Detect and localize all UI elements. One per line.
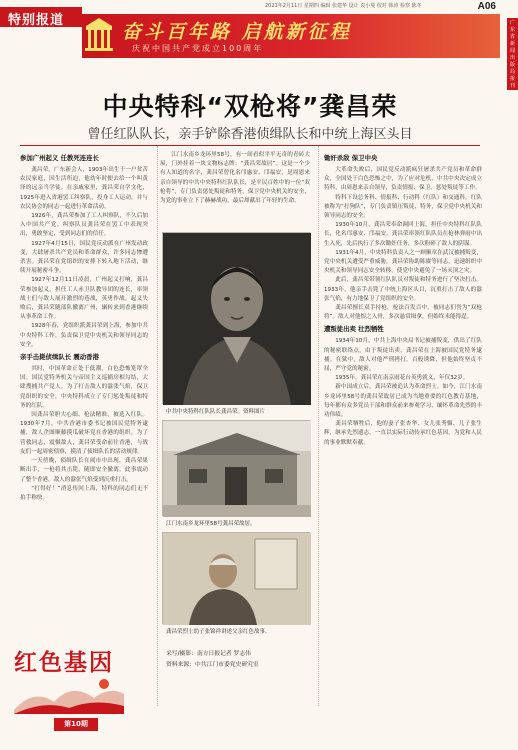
reporter-credit: 采写/摄影：南方日报记者 罗志伟 (166, 651, 251, 657)
body-paragraph: 1927年12月11日凌晨，广州起义打响，龚昌荣参加起义，担任工人赤卫队教导团的连长，率领战士们与敌人展开激烈的巷战，英勇作战。起义失败后，龚昌荣随部队撤离广州，辗转来到香港继续从事革命工作。 (20, 277, 148, 321)
article-headline: 中央特科“双枪将”龚昌荣 (102, 92, 398, 121)
series-issue-number: 第10期 (54, 718, 98, 731)
son-caption: 龚昌荣烈士幼子张锦祥讲述父亲红色故事。 (166, 629, 271, 635)
body-paragraph: 1935年，龚昌荣在南京雨花台英勇就义，年仅32岁。 (335, 375, 469, 382)
banner-subtitle: 庆祝中国共产党成立100周年 (132, 44, 264, 53)
banner-badge: 广东省新闻出版局报刊 (507, 18, 518, 90)
body-paragraph: 龚昌荣擅长双手持枪，枪法百发百中，被同志们誉为“双枪将”。敌人对他恨之入骨，多次悬赏缉拿，但始终未能得逞。 (324, 305, 482, 321)
body-paragraph: 1926年，龚昌荣参加了工人纠察队，不久后加入中国共产党。纠察队员龚昌荣在罢工中表现突出，勇敢坚定，受到同志们的信任。 (20, 213, 148, 238)
article-subhead: 曾任红队队长，亲手铲除香港侦缉队长和中统上海区头目 (87, 127, 413, 142)
great-hall-icon (84, 16, 114, 56)
portrait-caption: 中共中央特科红队队长龚昌荣。资料图片 (166, 409, 266, 415)
residence-caption: 江门水南乡龙环里58号龚昌荣故居。 (166, 521, 256, 527)
son-interview-photo (162, 532, 310, 624)
body-paragraph: 龚昌荣，广东新会人，1903年出生于一户贫苦农民家庭，因生活所迫，他幼年时便去给一个叫黄泽的远亲当学徒。在亲戚家里，龚昌荣自学文化，1925年进入省港罢工纠察队，投身工人运动，并与农民协会的同志一起进行革命活动。 (20, 167, 148, 210)
section-heading: 参加广州起义 任教死连连长 (20, 154, 99, 162)
body-paragraph: 新中国成立后，龚昌荣被追认为革命烈士。如今，江门水南乡龙环里58号的龚昌荣故居已成为当地重要的红色教育基地，每年都有众多党员干部和群众前来参观学习，缅怀革命先烈的丰功伟绩。 (324, 384, 482, 419)
body-paragraph: 1928年春，党组织派龚昌荣到上海，参加中共中央特科工作，负责保卫党中央机关和领导同志的安全。 (20, 323, 148, 348)
section-tag-label: 特别报道 (8, 13, 65, 28)
article-column-left (20, 151, 148, 631)
body-paragraph: 1934年10月，中共上海中央局书记被捕叛变，供出了红队的秘密联络点。由于叛徒出卖，龚昌荣在上海被国民党特务逮捕。在狱中，敌人对他严刑拷打，百般诱降，但他始终坚贞不屈，严守党的秘密。 (324, 338, 482, 373)
page-number: A06 (477, 1, 496, 12)
body-paragraph: 此后，龚昌荣带领红队队员对叛徒和特务进行了坚决打击。1933年，他亲手击毙了中统上海区头目，沉重打击了敌人的嚣张气焰，有力地保卫了党组织的安全。 (324, 277, 482, 302)
body-paragraph: 1927年4月15日，国民党反动派在广州发动政变，大肆屠杀共产党员和革命群众，许多同志惨遭杀害。龚昌荣在党组织的安排下转入地下活动，继续开展秘密斗争。 (20, 240, 148, 275)
body-paragraph: 龚昌荣牺牲后，他的妻子张杏华、女儿张秀媚、儿子张生辉，继承先烈遗志，一直以实际行动传承红色基因，为党和人民的事业默默奉献。 (324, 421, 482, 446)
article-lead-paragraph (160, 151, 310, 227)
headline-divider (20, 145, 480, 146)
body-paragraph: “打得好！”消息传回上海，特科的同志们无不拍手称快。 (20, 485, 148, 501)
body-paragraph: 江门水南乡龙环里58号，有一间看似平平无奇的青砖大屋，门外挂着一块文物标志牌：“龚昌荣故居”。这是一个少有人知道的名字，龚昌荣曾化名邝惠安、邝福安，是周恩来亲自领导的中共中央特科红队队长，是平民百姓中的一位“双枪将”，专门负责惩处叛徒和特务，保卫党中央机关的安全，为党的事业立下了赫赫战功，最后却献出了年轻的生命。 (160, 152, 310, 205)
former-residence-photo (162, 420, 310, 516)
body-paragraph: 1930年10月，龚昌荣奉命调回上海，担任中央特科红队队长，化名邝惠安、邝福安。龚昌荣率领红队队员在枪林弹雨中出生入死，先后执行了多次锄奸任务，多次粉碎了敌人的阴谋。 (324, 222, 482, 247)
banner-title: 奋斗百年路 启航新征程 (122, 21, 352, 43)
portrait-photo (162, 232, 310, 404)
body-paragraph: 一天傍晚，侦缉队长在闹市中出现，龚昌荣果断出手，一枪将其击毙，随即安全撤离。此事震动了整个香港，敌人的嚣张气焰受到沉重打击。 (20, 458, 148, 483)
body-paragraph: 大革命失败后，国民党反动派疯狂屠杀共产党员和革命群众，全国处于白色恐怖之中，为了应对危机，中共中央决定成立特科，由周恩来亲自领导，负责情报、保卫、惩处叛徒等工作。 (324, 167, 482, 192)
masthead-info-line: 2021年2月11日 星期四 编辑 张建华 设计 袁小曼 校对 韩涛 检察 陈冬 (265, 3, 422, 9)
section-heading: 锄奸杀敌 保卫中央 (324, 154, 378, 162)
house-scene (163, 421, 311, 517)
body-paragraph: 因龚昌荣胆大心细、枪法精准，被选入红队。1930年7月，中共香港市委书记被国民党特务逮捕，敌人企图顺藤摸瓜破坏党在香港的组织。为了营救同志、震慑敌人，龚昌荣受命前往香港，与战友们一起周密侦察，摸清了侦缉队长的活动规律。 (20, 412, 148, 455)
body-paragraph: 1931年4月，中央特科负责人之一顾顺章在武汉被捕叛变，党中央机关遭受严重威胁。龚昌荣协助陈赓等同志，迅速组织中央机关和领导同志安全转移，使党中央避免了一场灭顶之灾。 (324, 249, 482, 275)
body-paragraph: 其时，中国革命正处于低潮，白色恐怖笼罩全国。国民党特务机关与帝国主义巡捕房相勾结，大肆搜捕共产党人。为了打击敌人的嚣张气焰，保卫党组织的安全，中央特科成立了专门惩处叛徒和特务的红队。 (20, 366, 148, 409)
body-paragraph: 特科下设总务科、情报科、行动科（红队）和交通科。红队被称为“打狗队”，专门负责镇压叛徒、特务，保卫党中央机关和领导同志的安全。 (324, 194, 482, 220)
column-divider (157, 146, 161, 706)
article-column-right (324, 151, 482, 711)
series-title: 红色基因 (14, 649, 114, 676)
portrait-figure (163, 233, 311, 405)
section-heading: 遭叛徒出卖 壮烈牺牲 (324, 325, 384, 334)
section-heading: 亲手击毙侦缉队长 震动香港 (20, 353, 99, 362)
column-divider (318, 146, 322, 706)
elderly-man-scene (163, 533, 311, 625)
red-landscape-icon (14, 674, 124, 714)
source-credit: 资料来源：中共江门市委党史研究室 (166, 662, 259, 668)
